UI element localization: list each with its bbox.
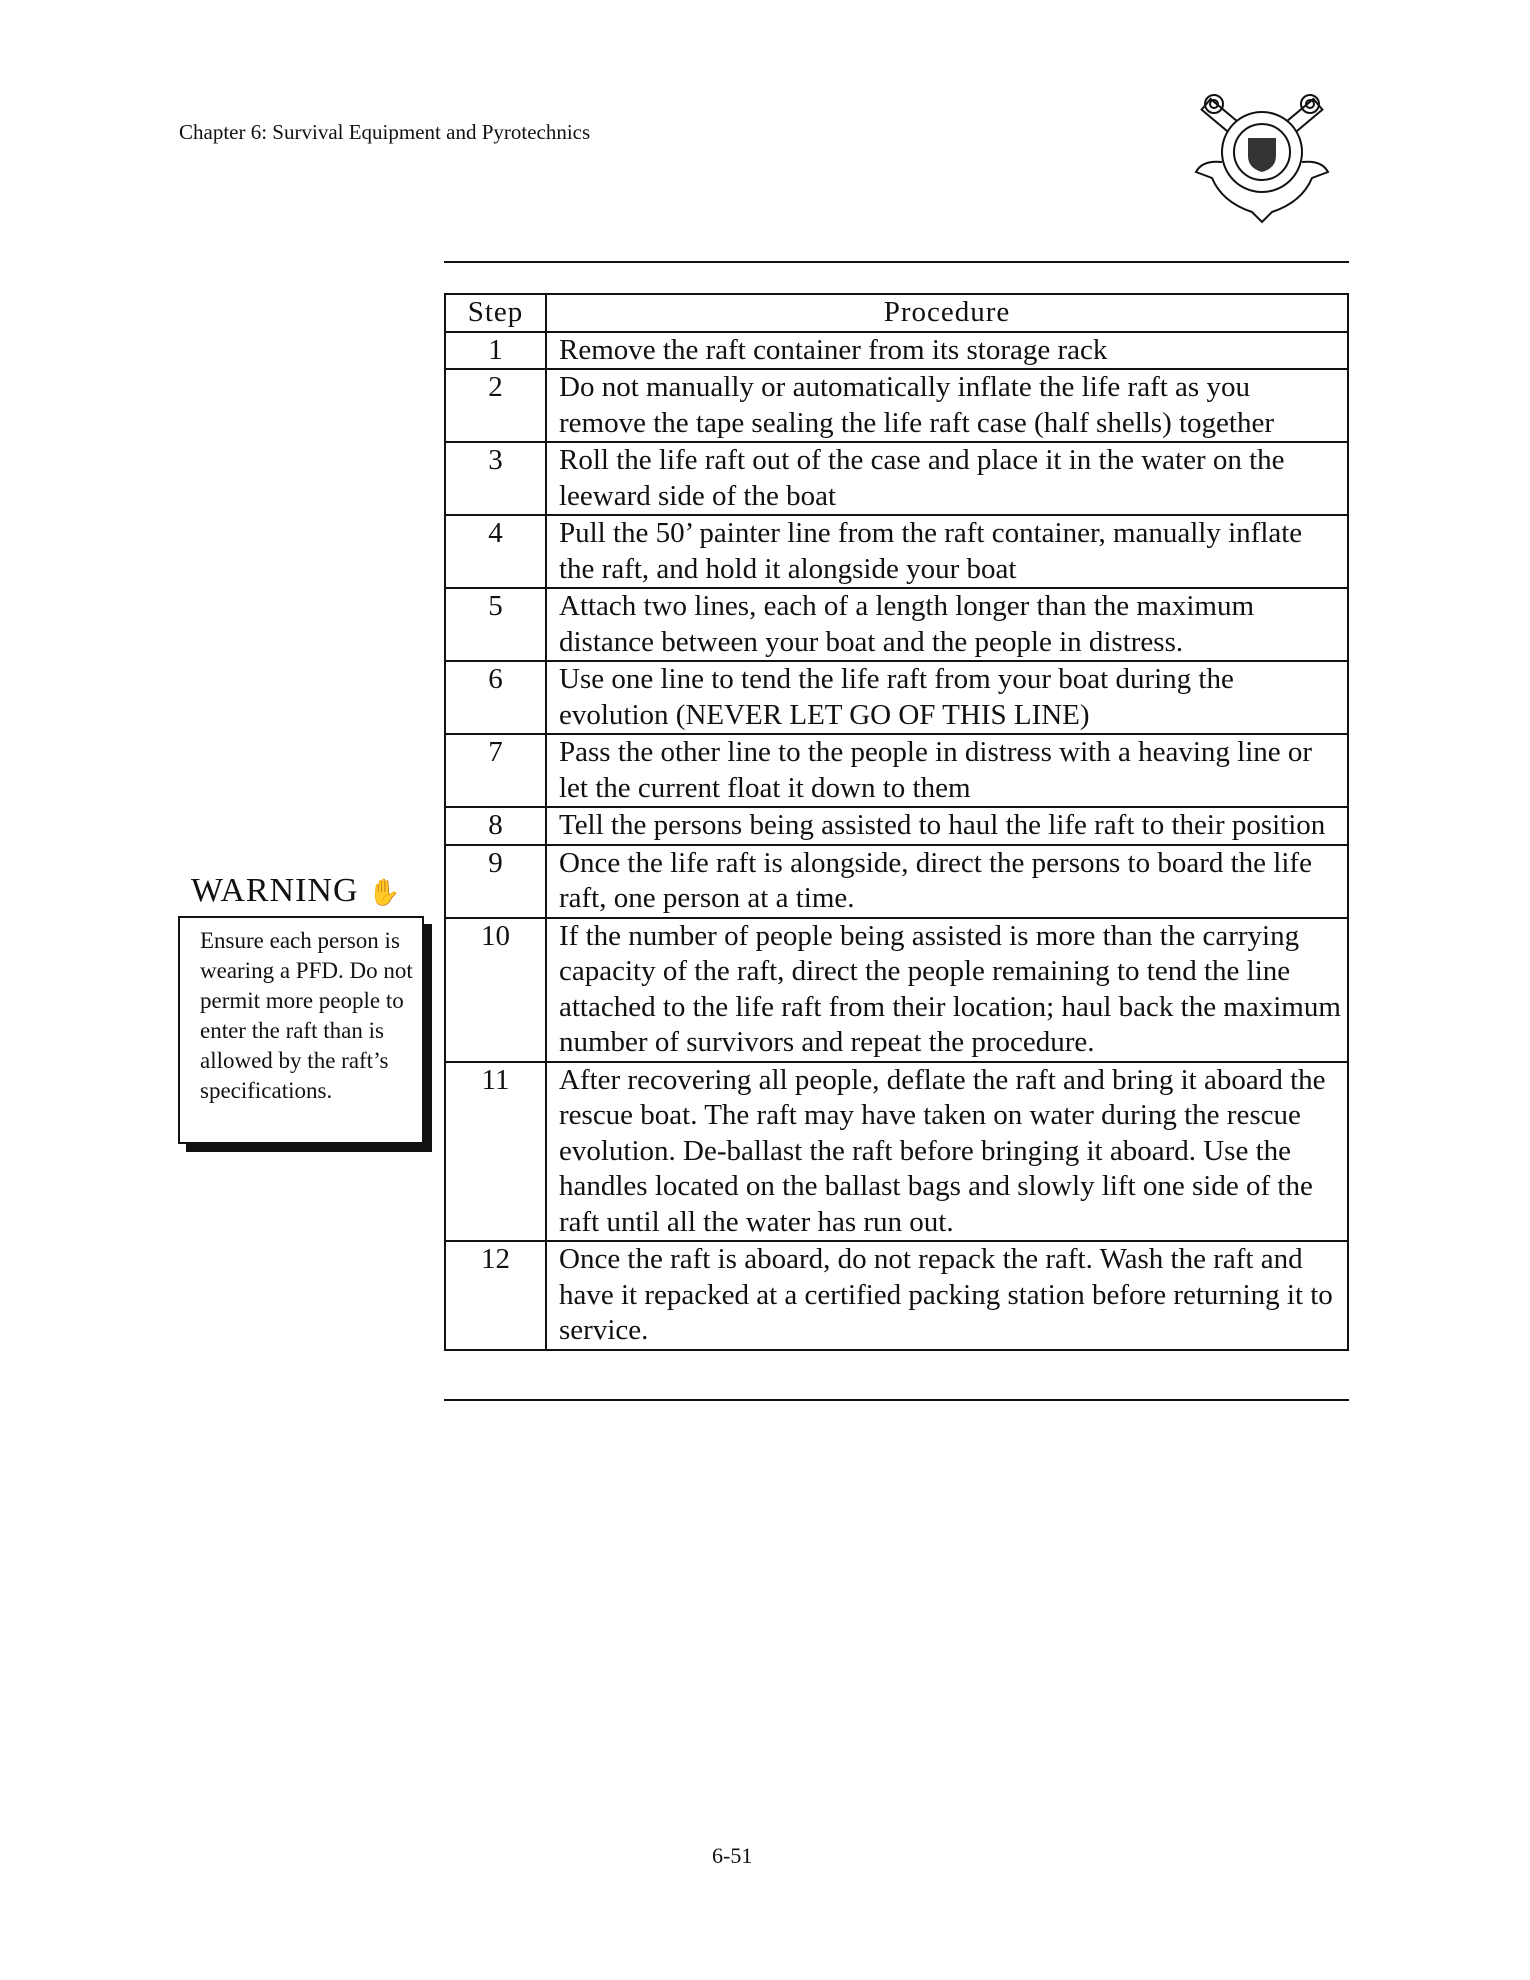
procedure-text: Do not manually or automatically inflate the life raft as you remove the tape sealing the life raft case (half shells) together (546, 369, 1348, 442)
table-row (445, 588, 1348, 661)
table-row (445, 369, 1348, 442)
table-row (445, 734, 1348, 807)
table-row (445, 332, 1348, 370)
table-row (445, 845, 1348, 918)
procedure-text: Pass the other line to the people in distress with a heaving line or let the current float it down to them (546, 734, 1348, 807)
step-number: 8 (445, 807, 546, 845)
procedure-text: Roll the life raft out of the case and place it in the water on the leeward side of the boat (546, 442, 1348, 515)
table-row (445, 515, 1348, 588)
step-number: 10 (445, 918, 546, 1062)
bottom-rule (444, 1399, 1349, 1401)
step-number: 1 (445, 332, 546, 370)
procedure-text: Pull the 50’ painter line from the raft container, manually inflate the raft, and hold it alongside your boat (546, 515, 1348, 588)
procedure-text: If the number of people being assisted is more than the carrying capacity of the raft, direct the people remaining to tend the line attached to the life raft from their location; haul back the maximum number of survivors and repeat the procedure. (546, 918, 1348, 1062)
chapter-header: Chapter 6: Survival Equipment and Pyrotechnics (179, 120, 591, 144)
step-number: 6 (445, 661, 546, 734)
page-number: 6-51 (712, 1843, 753, 1868)
table-row (445, 918, 1348, 1062)
step-number: 12 (445, 1241, 546, 1350)
table-row (445, 442, 1348, 515)
hand-icon: ✋ (368, 878, 402, 907)
step-number: 3 (445, 442, 546, 515)
warning-title-text: WARNING (191, 872, 359, 909)
step-number: 11 (445, 1062, 546, 1242)
table-row (445, 1241, 1348, 1350)
procedure-text: Once the raft is aboard, do not repack the raft. Wash the raft and have it repacked at a certified packing station before returning it to service. (546, 1241, 1348, 1350)
procedure-table (444, 293, 1349, 1351)
procedure-text: Once the life raft is alongside, direct the persons to board the life raft, one person at a time. (546, 845, 1348, 918)
step-number: 4 (445, 515, 546, 588)
procedure-text: Remove the raft container from its storage rack (546, 332, 1348, 370)
table-row (445, 661, 1348, 734)
warning-text: Ensure each person is wearing a PFD. Do not permit more people to enter the raft than is allowed by the raft’s specifications. (200, 928, 413, 1103)
table-row (445, 807, 1348, 845)
top-rule (444, 261, 1349, 263)
procedure-text: After recovering all people, deflate the raft and bring it aboard the rescue boat. The raft may have taken on water during the rescue evolution. De-ballast the raft before bringing it aboard. Use the handles located on the ballast bags and slowly lift one side of the raft until all the water has run out. (546, 1062, 1348, 1242)
step-header: Step (445, 294, 546, 332)
procedure-text: Attach two lines, each of a length longer than the maximum distance between your boat and the people in distress. (546, 588, 1348, 661)
coast-guard-emblem-logo (1192, 92, 1332, 224)
procedure-text: Tell the persons being assisted to haul the life raft to their position (546, 807, 1348, 845)
warning-box (178, 916, 424, 1144)
step-number: 7 (445, 734, 546, 807)
procedure-text: Use one line to tend the life raft from your boat during the evolution (NEVER LET GO OF THIS LINE) (546, 661, 1348, 734)
step-number: 2 (445, 369, 546, 442)
warning-title (191, 872, 401, 910)
step-number: 9 (445, 845, 546, 918)
step-number: 5 (445, 588, 546, 661)
table-row (445, 1062, 1348, 1242)
procedure-header: Procedure (546, 294, 1348, 332)
